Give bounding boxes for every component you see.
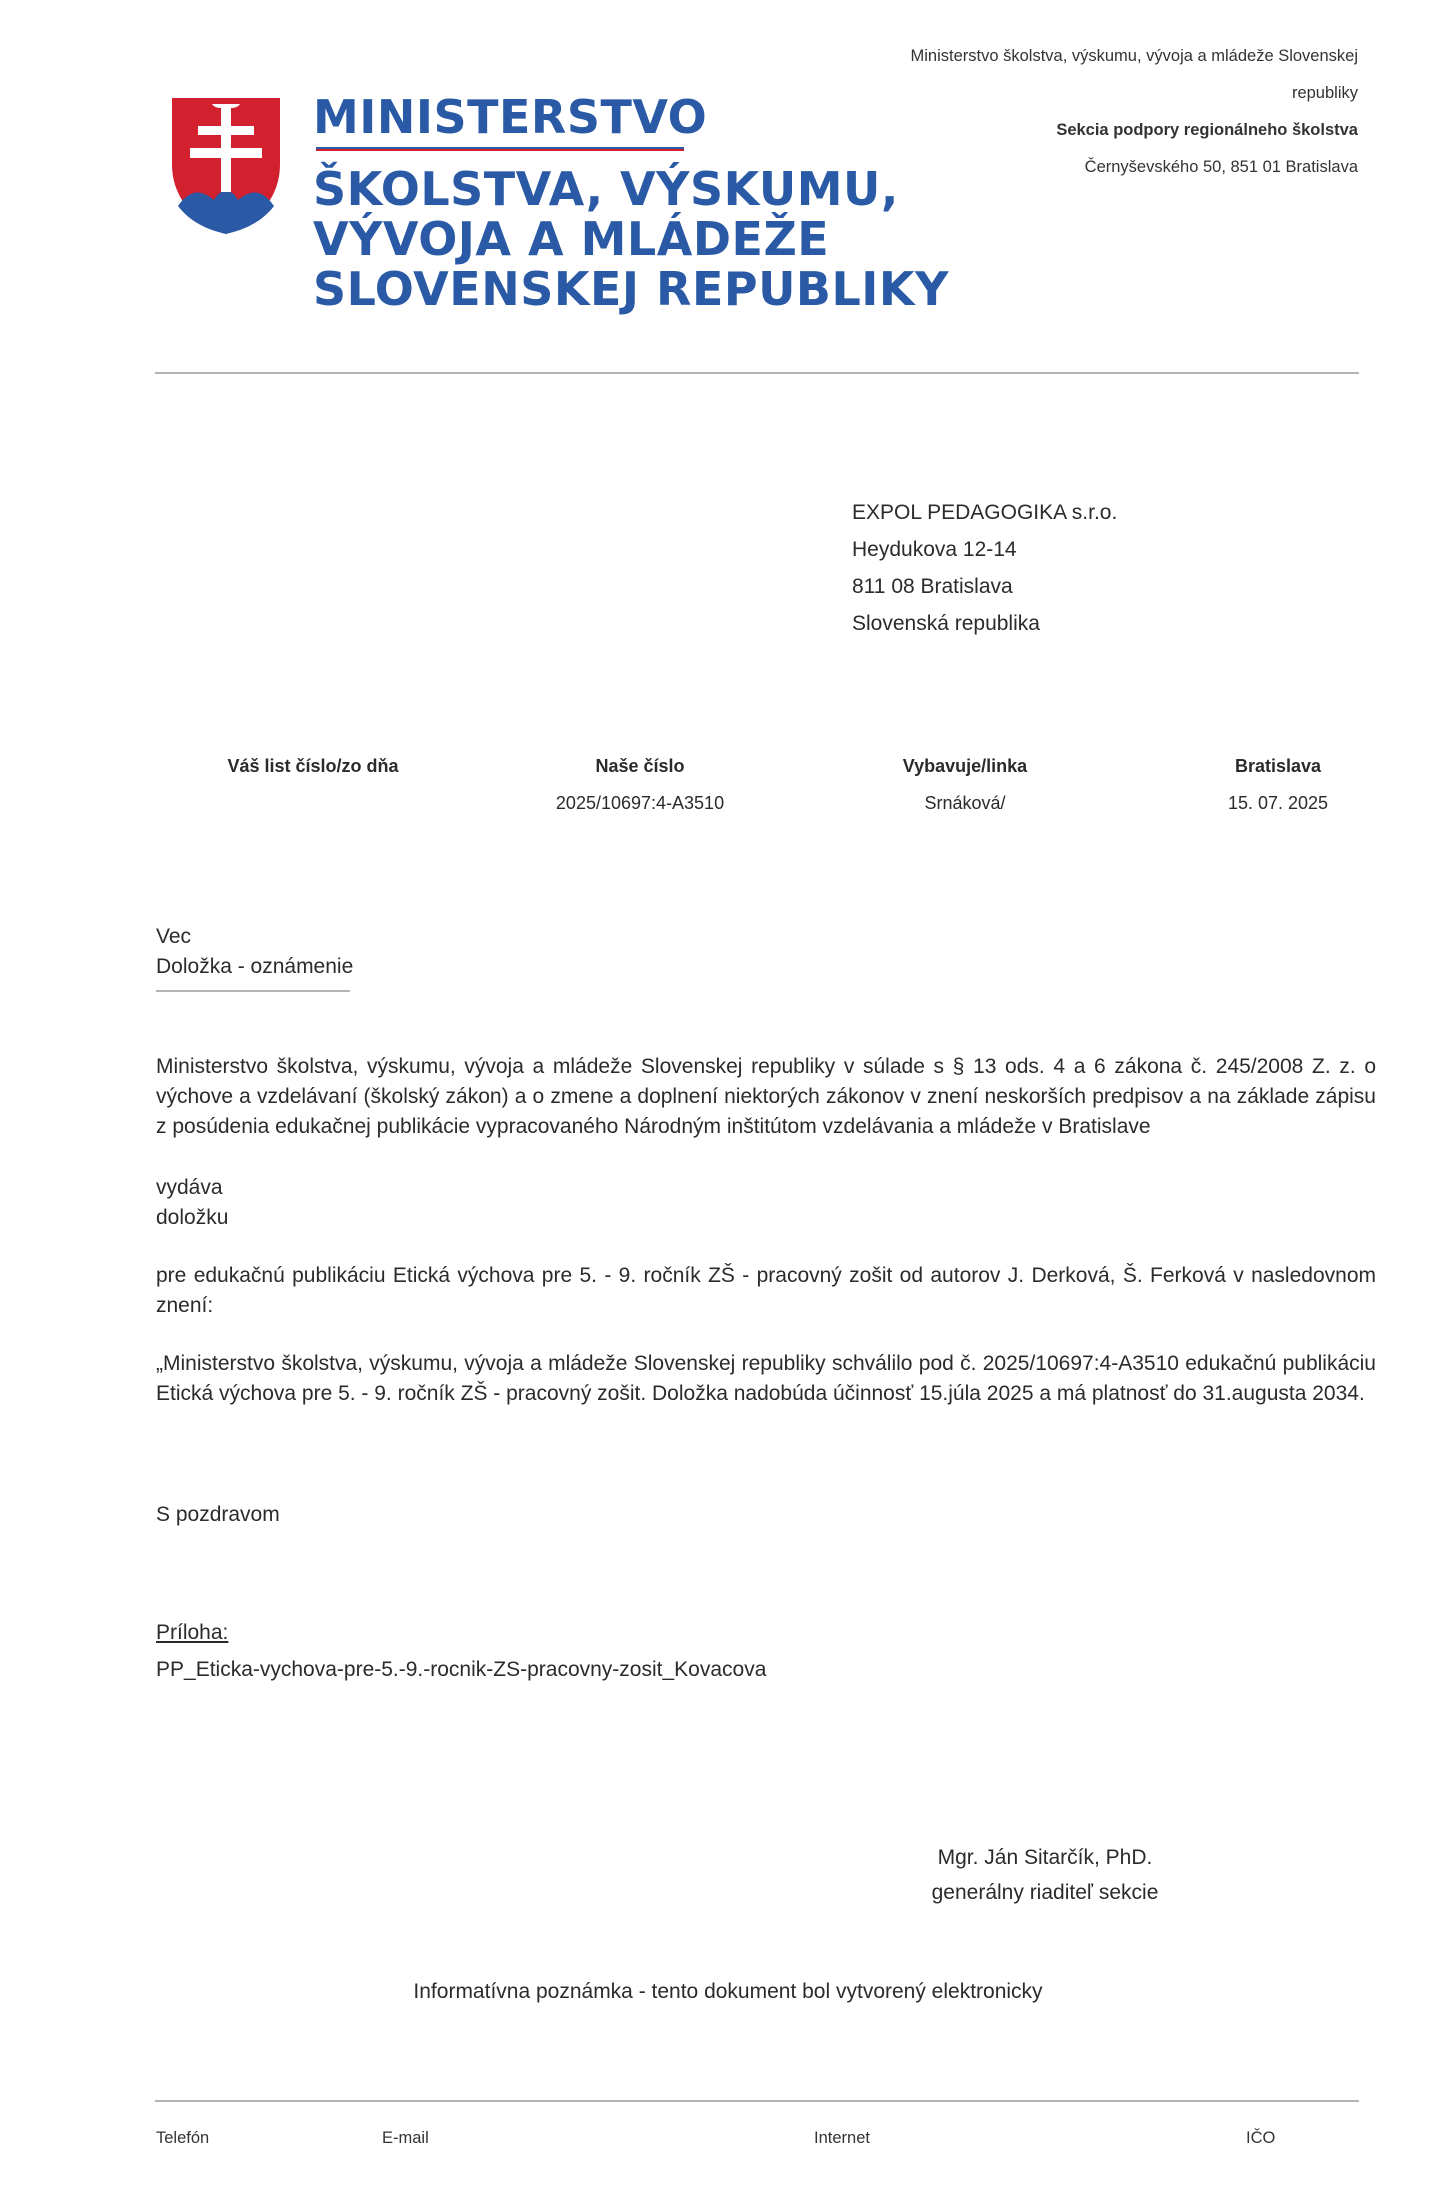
sender-ministry-line1: Ministerstvo školstva, výskumu, vývoja a mládeže Slovenskej — [910, 47, 1358, 65]
recipient-country: Slovenská republika — [852, 612, 1040, 635]
attachment-label: Príloha: — [156, 1621, 229, 1644]
sender-address: Černyševského 50, 851 01 Bratislava — [1084, 158, 1358, 176]
recipient-street: Heydukova 12-14 — [852, 538, 1017, 561]
recipient-city: 811 08 Bratislava — [852, 575, 1013, 598]
ref-handled-by-label: Vybavuje/linka — [902, 756, 1028, 776]
body-issues-line-2: doložku — [156, 1206, 229, 1229]
logo-line-4: SLOVENSKEJ REPUBLIKY — [313, 262, 949, 316]
subject-label: Vec — [156, 925, 192, 948]
ref-your-letter-label: Váš list číslo/zo dňa — [227, 756, 399, 776]
logo-line-3: VÝVOJA A MLÁDEŽE — [313, 212, 830, 266]
coat-of-arms-icon — [168, 94, 284, 238]
recipient-name: EXPOL PEDAGOGIKA s.r.o. — [852, 501, 1118, 524]
recipient-address — [852, 494, 1117, 642]
ref-place-label: Bratislava — [1234, 756, 1322, 776]
attachment-file: PP_Eticka-vychova-pre-5.-9.-rocnik-ZS-pracovny-zosit_Kovacova — [156, 1658, 767, 1681]
subject-value: Doložka - oznámenie — [156, 955, 354, 978]
ref-handled-by — [805, 748, 1125, 822]
ministry-logo — [168, 88, 949, 320]
footer-email-label: E-mail — [382, 2129, 429, 2147]
body-issues-line-1: vydáva — [156, 1176, 223, 1199]
ref-place-date — [1118, 748, 1438, 822]
ref-date-value: 15. 07. 2025 — [1227, 793, 1329, 813]
footer-ico-label: IČO — [1246, 2129, 1276, 2147]
ref-our-number — [480, 748, 800, 822]
logo-line-1: MINISTERSTVO — [313, 90, 708, 144]
subject-underline — [156, 990, 350, 992]
sender-section: Sekcia podpory regionálneho školstva — [1056, 121, 1358, 139]
logo-line-2: ŠKOLSTVA, VÝSKUMU, — [313, 162, 899, 216]
sender-header — [798, 38, 1358, 186]
signature-name: Mgr. Ján Sitarčík, PhD. — [937, 1846, 1153, 1869]
sender-ministry-line2: republiky — [1291, 84, 1358, 102]
footer-phone-label: Telefón — [156, 2129, 210, 2147]
footer-internet-label: Internet — [814, 2129, 870, 2147]
ref-our-number-label: Naše číslo — [595, 756, 685, 776]
signature — [900, 1840, 1190, 1910]
signature-title: generálny riaditeľ sekcie — [931, 1881, 1159, 1904]
header-divider — [155, 372, 1359, 374]
ref-your-letter — [153, 748, 473, 785]
footer-divider — [155, 2100, 1359, 2102]
greeting: S pozdravom — [156, 1503, 280, 1526]
body-paragraph-3: „Ministerstvo školstva, výskumu, vývoja a mládeže Slovenskej republiky schválilo pod č. 2025/10697:4-A3510 edukačnú publikáciu Etická výchova pre 5. - 9. ročník ZŠ - pracovný zošit. Doložka nadobúda účinnosť 15.júla 2025 a má platnosť do 31.augusta 2034. — [156, 1352, 1376, 1405]
body-paragraph-2: pre edukačnú publikáciu Etická výchova pre 5. - 9. ročník ZŠ - pracovný zošit od autorov J. Derková, Š. Ferková v nasledovnom znení: — [156, 1264, 1376, 1317]
logo-tricolor-rule — [316, 146, 684, 150]
electronic-note: Informatívna poznámka - tento dokument bol vytvorený elektronicky — [413, 1980, 1043, 2003]
ref-handled-by-value: Srnáková/ — [924, 793, 1006, 813]
body-paragraph-1: Ministerstvo školstva, výskumu, vývoja a mládeže Slovenskej republiky v súlade s § 13 ods. 4 a 6 zákona č. 245/2008 Z. z. o výchove a vzdelávaní (školský zákon) a o zmene a doplnení niektorých zákonov v znení neskorších predpisov a na základe zápisu z posúdenia edukačnej publikácie vypracovaného Národným inštitútom vzdelávania a mládeže v Bratislave — [156, 1055, 1376, 1138]
ref-our-number-value: 2025/10697:4-A3510 — [555, 793, 725, 813]
